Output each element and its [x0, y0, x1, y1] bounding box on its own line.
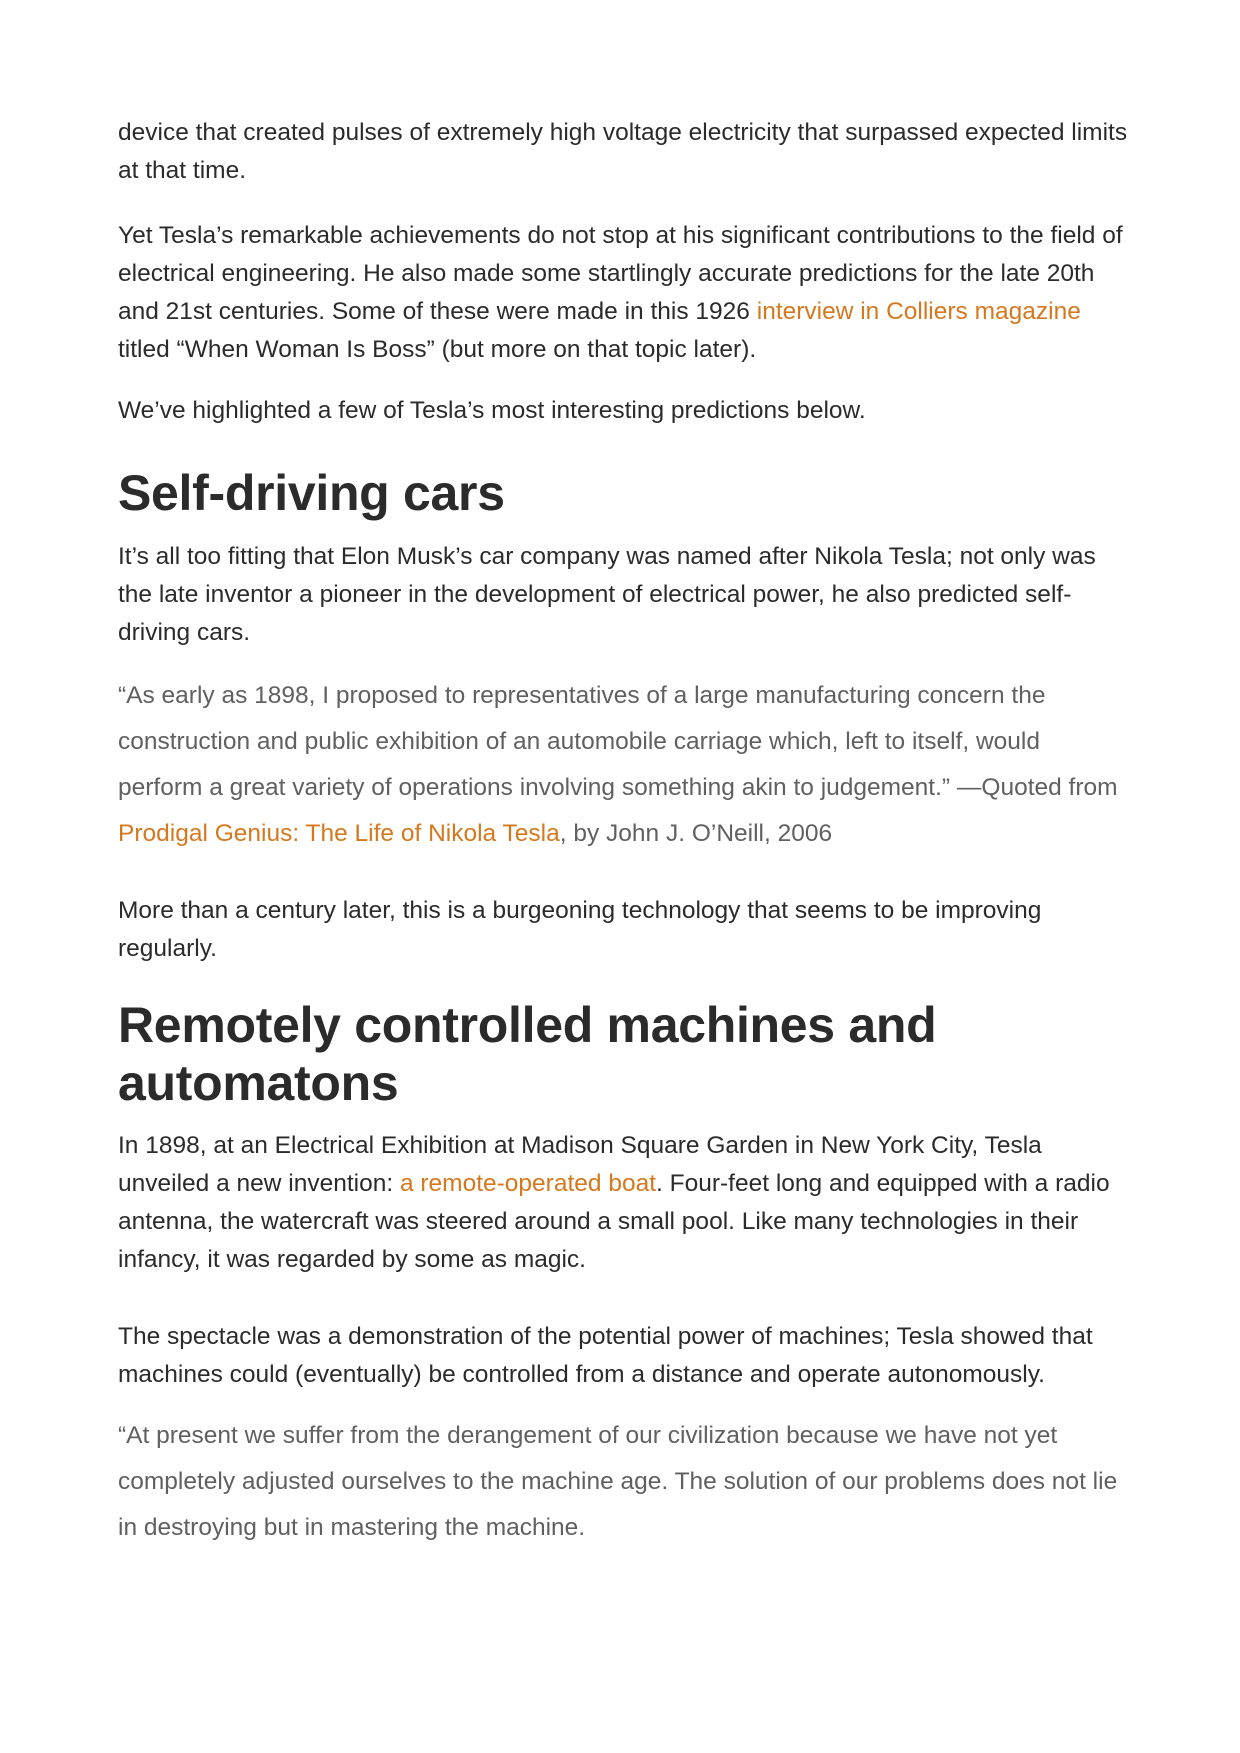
- quote-machine-age: “At present we suffer from the derangement of our civilization because we have not yet completely adjusted ourselves to the machine age. The solution of our problems does not lie in destroying but in mastering the machine.: [118, 1422, 1118, 1541]
- paragraph-spectacle: The spectacle was a demonstration of the potential power of machines; Tesla showed that machines could (eventually) be controlled from a distance and operate autonomously.: [118, 1323, 1093, 1388]
- colliers-interview-link[interactable]: interview in Colliers magazine: [756, 298, 1081, 325]
- remote-boat-link[interactable]: a remote-operated boat: [399, 1170, 657, 1197]
- paragraph-intro-continued: device that created pulses of extremely high voltage electricity that surpassed expected limits at that time.: [118, 119, 1128, 184]
- quote-1898: [118, 673, 1128, 857]
- paragraph-achievements: [118, 217, 1128, 369]
- paragraph-elon-musk: It’s all too fitting that Elon Musk’s car company was named after Nikola Tesla; not only was the late inventor a pioneer in the development of electrical power, he also predicted self-driving cars.: [118, 543, 1096, 646]
- paragraph-achievements-text: Yet Tesla’s remarkable achievements do not stop at his significant contributions to the field of electrical engineering. He also made some startlingly accurate predictions for the late 20th and 21st centuries. Some of these were made in this 1926: [118, 222, 1123, 325]
- quote-1898-source: , by John J. O’Neill, 2006: [559, 820, 833, 847]
- paragraph-achievements-text-end: titled “When Woman Is Boss” (but more on that topic later).: [118, 336, 757, 363]
- paragraph-madison-square: [118, 1127, 1128, 1279]
- paragraph-century-later: More than a century later, this is a burgeoning technology that seems to be improving regularly.: [118, 897, 1042, 962]
- heading-self-driving-cars: Self-driving cars: [118, 465, 505, 521]
- heading-remote-machines: Remotely controlled machines and automatons: [118, 997, 937, 1111]
- paragraph-madison-square-text: In 1898, at an Electrical Exhibition at Madison Square Garden in New York City, Tesla unveiled a new invention:: [118, 1132, 1042, 1197]
- quote-1898-text: “As early as 1898, I proposed to representatives of a large manufacturing concern the construction and public exhibition of an automobile carriage which, left to itself, would perform a great variety of operations involving something akin to judgement.” —Quoted from: [118, 682, 1118, 801]
- paragraph-highlights: We’ve highlighted a few of Tesla’s most interesting predictions below.: [118, 397, 866, 424]
- prodigal-genius-link[interactable]: Prodigal Genius: The Life of Nikola Tesla: [118, 820, 560, 847]
- paragraph-madison-square-text-end: . Four-feet long and equipped with a radio antenna, the watercraft was steered around a small pool. Like many technologies in their infancy, it was regarded by some as magic.: [118, 1170, 1110, 1273]
